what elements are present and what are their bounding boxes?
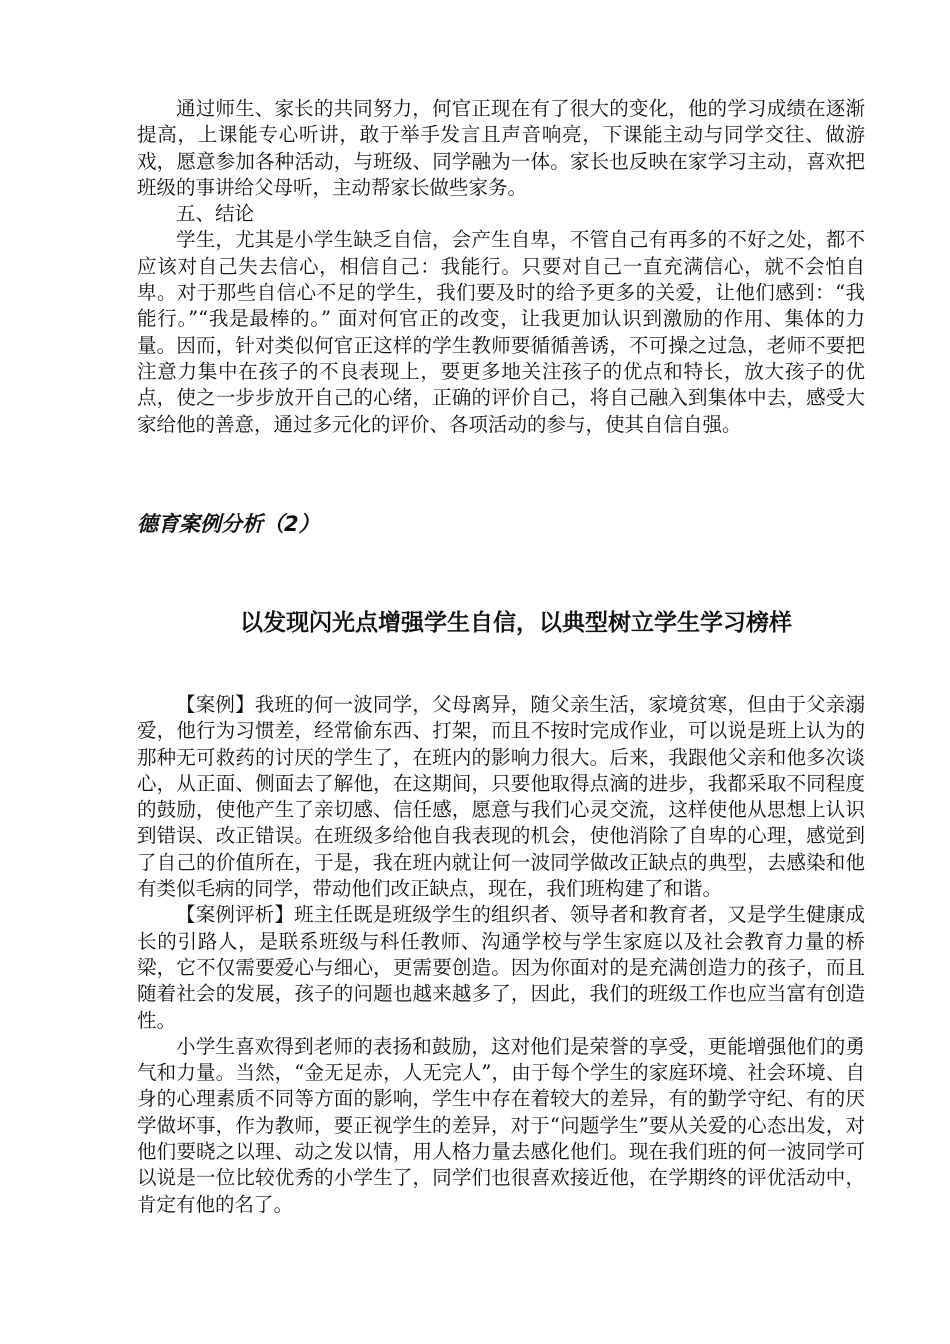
paragraph-praise: 小学生喜欢得到老师的表扬和鼓励，这对他们是荣誉的享受，更能增强他们的勇气和力量。当然，“金无足赤，人无完人”，由于每个学生的家庭环境、社会环境、自身的心理素质不同等方面的影响，学生中存在着较大的差异，有的勤学守纪、有的厌学做坏事，作为教师，要正视学生的差异，对于“问题学生”要从关爱的心态出发，对他们要晓之以理、动之发以情，用人格力量去感化他们。现在我们班的何一波同学可以说是一位比较优秀的小学生了，同学们也很喜欢接近他，在学期终的评优活动中，肯定有他的名了。 — [137, 1034, 865, 1216]
article-title: 以发现闪光点增强学生自信，以典型树立学生学习榜样 — [240, 610, 792, 636]
paragraph-conclusion: 学生，尤其是小学生缺乏自信，会产生自卑，不管自己有再多的不好之处，都不应该对自己失去信心，相信自己：我能行。只要对自己一直充满信心，就不会怕自卑。对于那些自信心不足的学生，我们要及时的给予更多的关爱，让他们感到：“我能行。”“我是最棒的。” 面对何官正的改变，让我更加认识到激励的作用、集体的力量。因而，针对类似何官正这样的学生教师要循循善诱，不可操之过急，老师不要把注意力集中在孩子的不良表现上，要更多地关注孩子的优点和特长，放大孩子的优点，使之一步步放开自己的心绪，正确的评价自己，将自己融入到集体中去，感受大家给他的善意，通过多元化的评价、各项活动的参与，使其自信自强。 — [137, 228, 865, 436]
paragraph-case: 【案例】我班的何一波同学，父母离异，随父亲生活，家境贫寒，但由于父亲溺爱，他行为习惯差，经常偷东西、打架，而且不按时完成作业，可以说是班上认为的那种无可救药的讨厌的学生了，在班内的影响力很大。后来，我跟他父亲和他多次谈心，从正面、侧面去了解他，在这期间，只要他取得点滴的进步，我都采取不同程度的鼓励，使他产生了亲切感、信任感，愿意与我们心灵交流，这样使他从思想上认识到错误、改正错误。在班级多给他自我表现的机会，使他消除了自卑的心理，感觉到了自己的价值所在，于是，我在班内就让何一波同学做改正缺点的典型，去感染和他有类似毛病的同学，带动他们改正缺点，现在，我们班构建了和谐。 — [137, 693, 865, 901]
heading-conclusion: 五、结论 — [176, 202, 255, 226]
paragraph-progress: 通过师生、家长的共同努力，何官正现在有了很大的变化，他的学习成绩在逐渐提高，上课能专心听讲，敢于举手发言且声音响亮，下课能主动与同学交往、做游戏，愿意参加各种活动，与班级、同学融为一体。家长也反映在家学习主动，喜欢把班级的事讲给父母听，主动帮家长做些家务。 — [137, 97, 865, 199]
conclusion-section — [137, 96, 865, 438]
paragraph-case-analysis: 【案例评析】班主任既是班级学生的组织者、领导者和教育者，又是学生健康成长的引路人，是联系班级与科任教师、沟通学校与学生家庭以及社会教育力量的桥梁，它不仅需要爱心与细心，更需要创造。因为你面对的是充满创造力的孩子，而且随着社会的发展，孩子的问题也越来越多了，因此，我们的班级工作也应当富有创造性。 — [137, 903, 865, 1032]
section-title: 德育案例分析（2） — [137, 512, 320, 536]
case-section — [137, 692, 865, 1218]
